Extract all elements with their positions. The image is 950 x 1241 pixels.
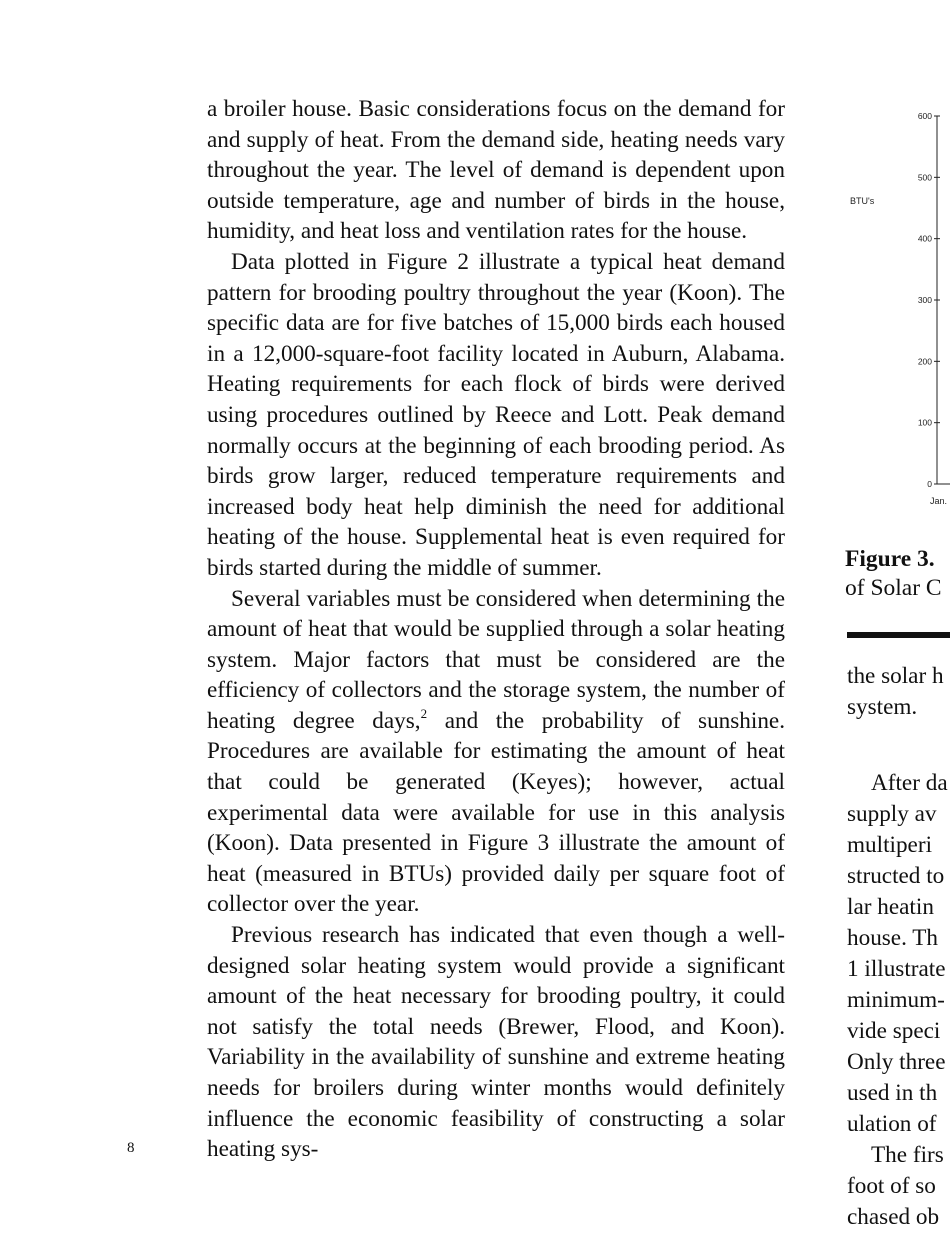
figure-label: Figure 3. [845, 546, 935, 572]
paragraph-3-part-1: Several variables must be considered when determining the amount of heat that would be supplied through a solar heating system. Major factors that must be considered are the efficiency of collectors and the storage system, the number of heating degree days, [207, 585, 785, 734]
page-number: 8 [127, 1140, 135, 1156]
figure-caption-line-2: of Solar C [845, 575, 942, 601]
y-tick-label: 100 [917, 417, 932, 428]
chart-svg [845, 0, 950, 520]
y-tick-label: 500 [917, 172, 932, 183]
paragraph-2: Data plotted in Figure 2 illustrate a typical heat demand pattern for brooding poultry throughout the year (Koon). The specific data are for five batches of 15,000 birds each housed in a 12,000-square-foot facility located in Auburn, Alabama. Heating requirements for each flock of birds were derived using procedures outlined by Reece and Lott. Peak demand normally occurs at the beginning of each brooding period. As birds grow larger, reduced temperature requirements and increased body heat help diminish the need for additional heating of the house. Supplemental heat is even required for birds started during the middle of summer. [207, 248, 785, 581]
right-line: vide speci [847, 1018, 941, 1044]
right-line: used in th [847, 1080, 938, 1106]
figure-caption [845, 545, 942, 603]
paragraph-3-part-2: and the probability of sunshine. Procedures are available for estimating the amount of heat that could be generated (Keyes); however, actual experimental data were available for use in this analysis (Koon). Data presented in Figure 3 illustrate the amount of heat (measured in BTUs) provided daily per square foot of collector over the year. [207, 707, 785, 918]
right-line: lar heatin [847, 894, 934, 920]
right-line: ulation of [847, 1111, 937, 1137]
right-line: system. [847, 694, 918, 720]
right-line: multiperi [847, 832, 933, 858]
right-column [845, 0, 950, 1241]
right-line: foot of so [847, 1173, 936, 1199]
y-tick-label: 200 [917, 356, 932, 367]
y-tick-label: 300 [917, 295, 932, 305]
right-line: Only three [847, 1049, 946, 1075]
x-tick-label-jan: Jan. [930, 496, 948, 506]
y-tick-label: 400 [917, 233, 932, 244]
section-rule [847, 632, 950, 638]
left-text-column [207, 94, 785, 1165]
y-tick-label: 0 [927, 479, 932, 489]
right-line: house. Th [847, 925, 939, 951]
right-line: the solar h [847, 663, 944, 689]
right-line: chased ob [847, 1204, 940, 1230]
right-line: supply av [847, 801, 937, 827]
footnote-marker: 2 [420, 706, 428, 722]
y-tick-label: 600 [917, 111, 932, 121]
right-line: After da [871, 770, 948, 796]
paragraph-1: a broiler house. Basic considerations focus on the demand for and supply of heat. From the demand side, heating needs vary throughout the year. The level of demand is dependent upon outside temperature, age and number of birds in the house, humidity, and heat loss and ventilation rates for the house. [207, 96, 785, 245]
figure-3-chart [845, 0, 950, 529]
paragraph-3 [207, 584, 785, 921]
right-line: structed to [847, 863, 945, 889]
right-line: 1 illustrate [847, 956, 946, 982]
right-line: The firs [871, 1142, 944, 1168]
y-axis-label: BTU's [850, 196, 875, 206]
paragraph-4: Previous research has indicated that even though a well-designed solar heating system would provide a significant amount of the heat necessary for brooding poultry, it could not satisfy the total needs (Brewer, Flood, and Koon). Variability in the availability of sunshine and extreme heating needs for broilers during winter months would definitely influence the economic feasibility of constructing a solar heating sys- [207, 922, 785, 1163]
right-line: minimum- [847, 987, 945, 1013]
